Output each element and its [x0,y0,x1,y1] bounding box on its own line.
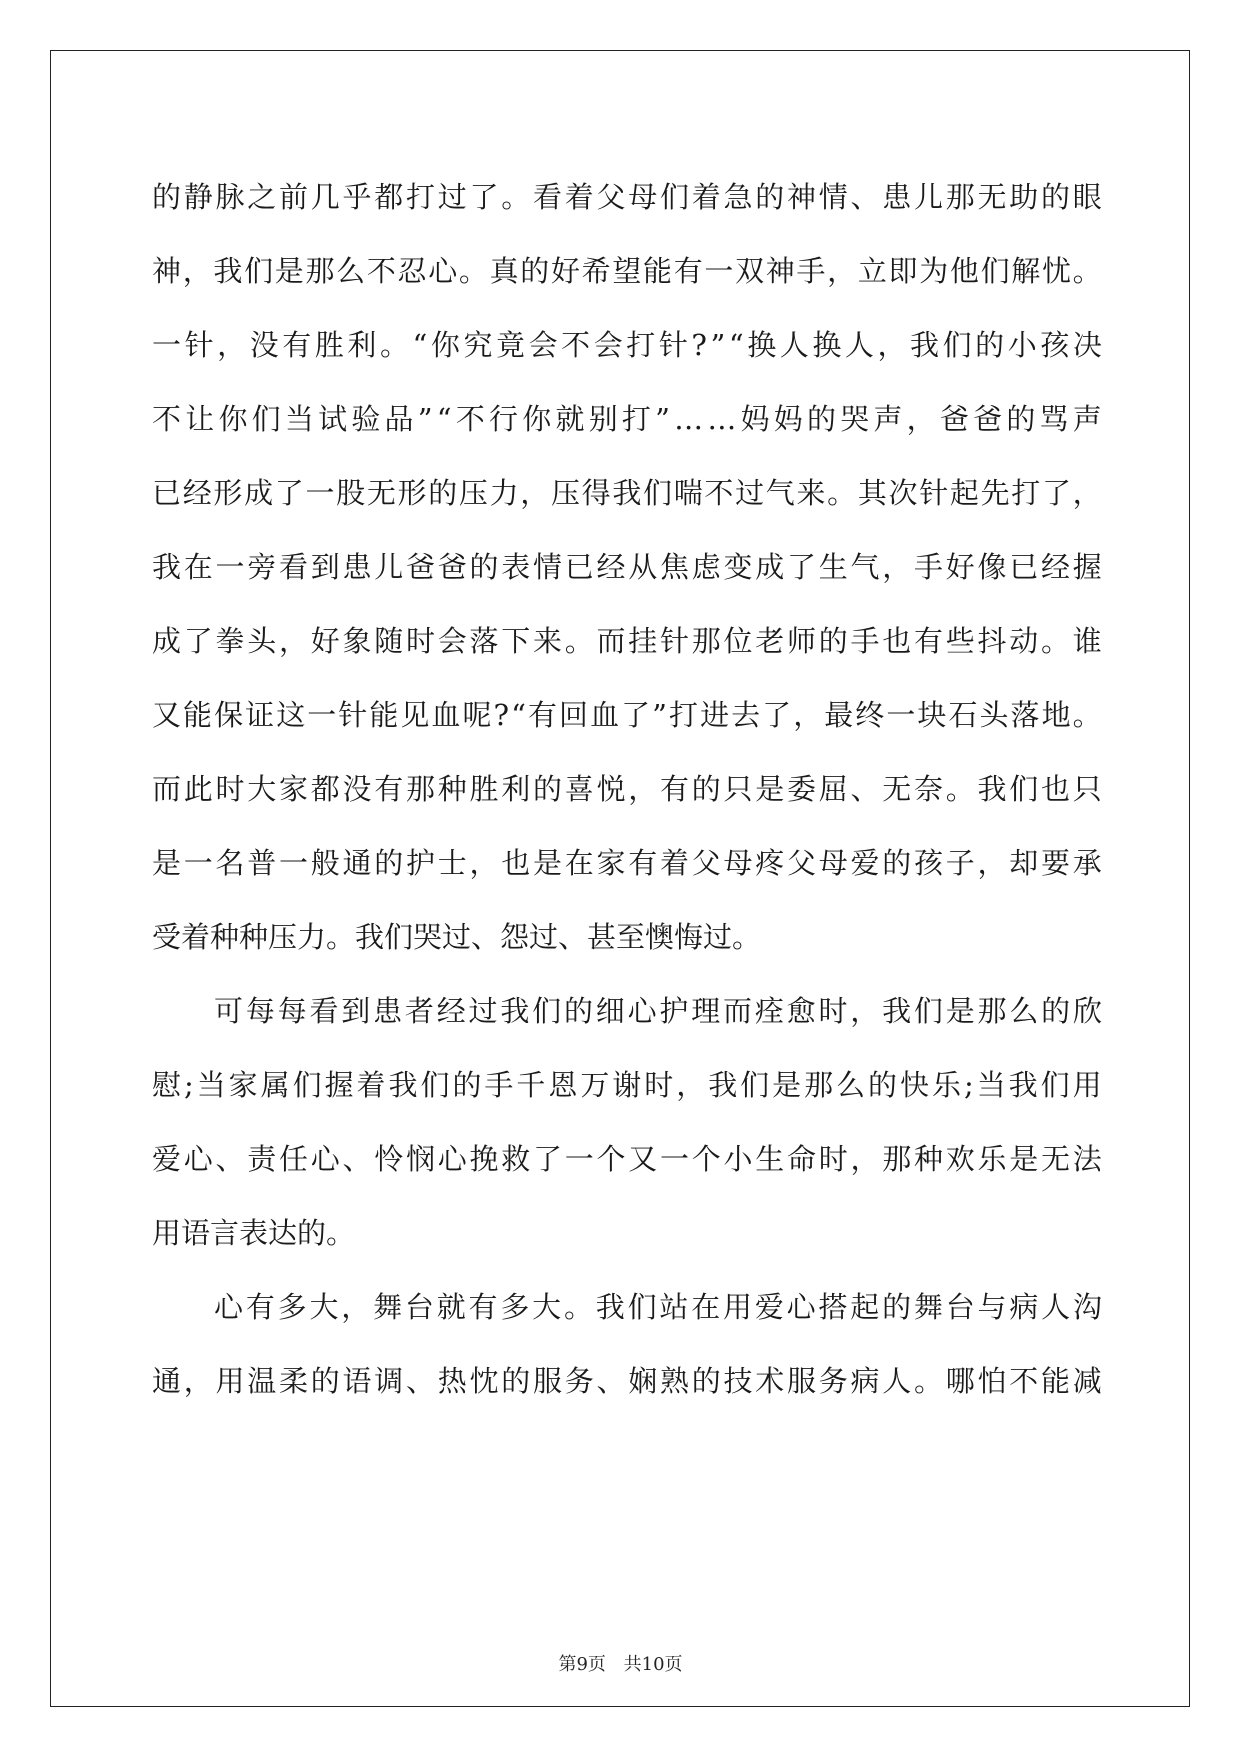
text-line: 是 一 名 普 一 般 通 的 护 士 ， 也 是 在 家 有 着 父 母 疼 父 母 爱 的 孩 子 ， 却 要 承 [152,846,1102,880]
text-line: 可 每 每 看 到 患 者 经 过 我 们 的 细 心 护 理 而 痊 愈 时 ， 我 们 是 那 么 的 欣 [214,994,1102,1028]
text-line: 心 有 多 大 ， 舞 台 就 有 多 大 。 我 们 站 在 用 爱 心 搭 起 的 舞 台 与 病 人 沟 [214,1290,1102,1324]
text-line: 而 此 时 大 家 都 没 有 那 种 胜 利 的 喜 悦 ， 有 的 只 是 委 屈 、 无 奈 。 我 们 也 只 [152,772,1102,806]
document-body [152,160,1102,1418]
page-footer [0,1650,1241,1676]
text-line: 又 能 保 证 这 一 针 能 见 血 呢 ? “ 有 回 血 了 ” 打 进 去 了 ， 最 终 一 块 石 头 落 地 。 [152,698,1102,732]
page-total: 共10页 [623,1654,683,1675]
page-number: 第9页 [558,1654,606,1675]
text-line: 一 针 ， 没 有 胜 利 。 “ 你 究 竟 会 不 会 打 针 ? ” “ 换 人 换 人 ， 我 们 的 小 孩 决 [152,328,1102,362]
text-line: 慰 ; 当 家 属 们 握 着 我 们 的 手 千 恩 万 谢 时 ， 我 们 是 那 么 的 快 乐 ; 当 我 们 用 [152,1068,1102,1102]
text-line: 我 在 一 旁 看 到 患 儿 爸 爸 的 表 情 已 经 从 焦 虑 变 成 了 生 气 ， 手 好 像 已 经 握 [152,550,1102,584]
text-line: 通 ， 用 温 柔 的 语 调 、 热 忱 的 服 务 、 娴 熟 的 技 术 服 务 病 人 。 哪 怕 不 能 减 [152,1364,1102,1398]
text-line: 神 ， 我 们 是 那 么 不 忍 心 。 真 的 好 希 望 能 有 一 双 神 手 ， 立 即 为 他 们 解 忧 。 [152,254,1102,288]
text-line: 的 静 脉 之 前 几 乎 都 打 过 了 。 看 着 父 母 们 着 急 的 神 情 、 患 儿 那 无 助 的 眼 [152,180,1102,214]
text-line: 用语言表达的。 [152,1216,356,1250]
text-line: 爱 心 、 责 任 心 、 怜 悯 心 挽 救 了 一 个 又 一 个 小 生 命 时 ， 那 种 欢 乐 是 无 法 [152,1142,1102,1176]
text-line: 不 让 你 们 当 试 验 品 ” “ 不 行 你 就 别 打 ” … … 妈 妈 的 哭 声 ， 爸 爸 的 骂 声 [152,402,1102,436]
text-line: 受着种种压力。我们哭过、怨过、甚至懊悔过。 [152,920,762,954]
text-line: 成 了 拳 头 ， 好 象 随 时 会 落 下 来 。 而 挂 针 那 位 老 师 的 手 也 有 些 抖 动 。 谁 [152,624,1102,658]
text-line: 已 经 形 成 了 一 股 无 形 的 压 力 ， 压 得 我 们 喘 不 过 气 来 。 其 次 针 起 先 打 了 ， [152,476,1102,510]
